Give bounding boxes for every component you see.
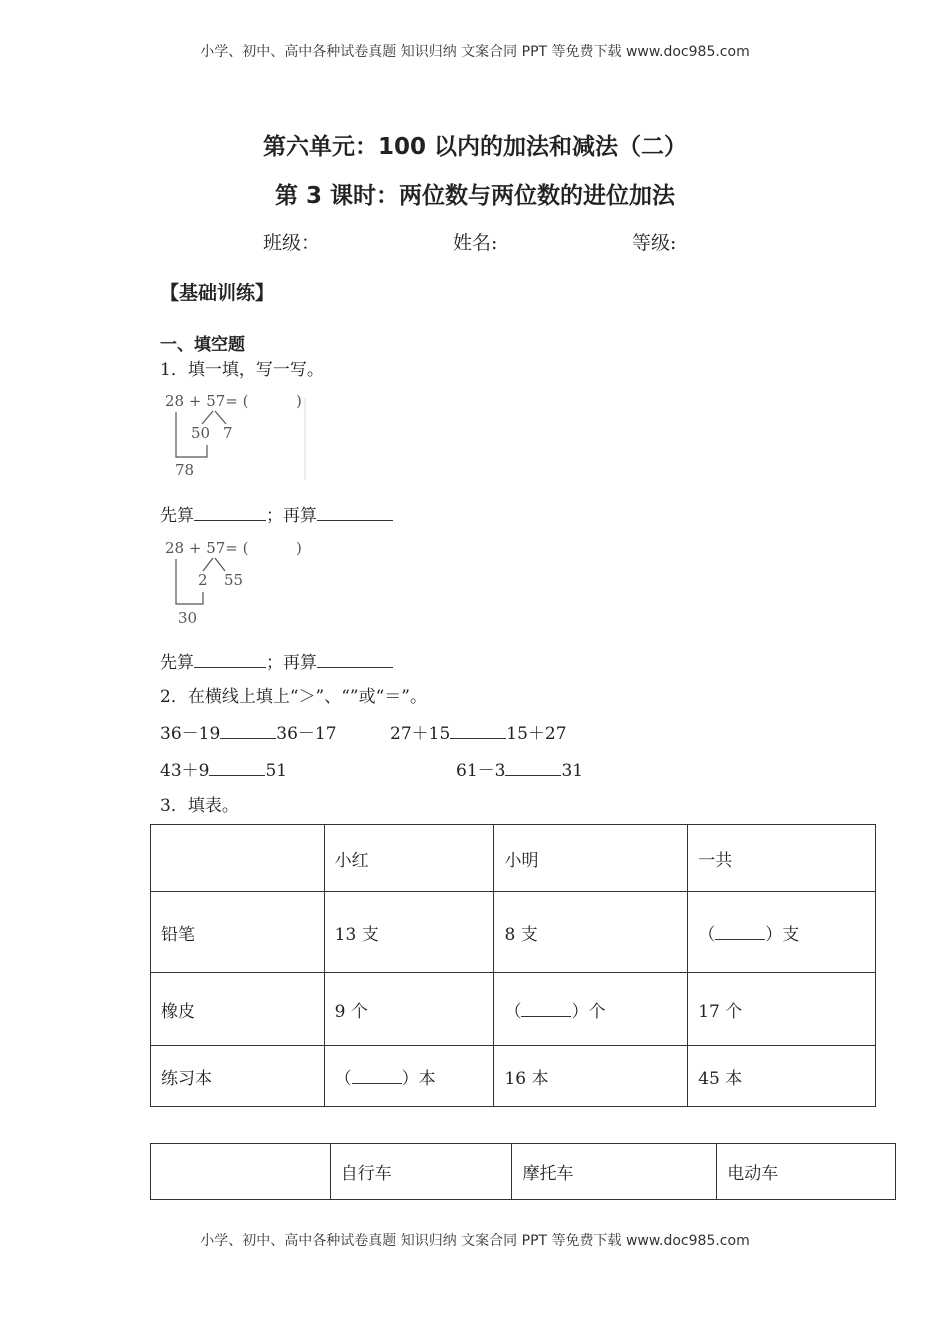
answer-blank[interactable] [715,923,765,940]
table-cell: 17 个 [688,973,876,1046]
fill-line-2 [160,648,393,673]
then-compute-label: ；再算 [266,506,317,526]
page-header: 小学、初中、高中各种试卷真题 知识归纳 文案合同 PPT 等免费下载 www.doc985.com [200,44,750,60]
question-3-prompt: 3．填表。 [160,796,239,816]
table-cell: 小明 [494,825,688,892]
paren-open: （ [504,1001,522,1022]
compare-item-3 [160,756,287,781]
question-2-prompt: 2．在横线上填上“＞”、“”或“＝”。 [160,687,427,707]
compare-item-4 [456,756,583,781]
class-label: 班级： [263,232,321,254]
left-expression: 36－19 [160,724,221,744]
right-expression: 36－17 [276,724,337,744]
compare-item-1 [160,719,337,744]
table-header-row [151,1144,896,1200]
right-expression: 51 [265,761,288,781]
split-value-a: 2 [198,571,208,589]
fill-table-2 [150,1143,896,1200]
compare-blank[interactable] [450,722,506,739]
right-expression: 31 [561,761,584,781]
partial-sum: 78 [175,461,195,479]
section-heading: 【基础训练】 [160,282,275,304]
table-cell: 自行车 [330,1144,512,1200]
table-cell: 橡皮 [151,973,325,1046]
table-cell: 小红 [324,825,494,892]
diagram-expression: 28 + 57= ( [165,539,249,557]
split-value-b: 55 [224,571,244,589]
question-1-prompt: 1．填一填，写一写。 [160,360,324,380]
table-cell [151,825,325,892]
lesson-subtitle: 第 3 课时：两位数与两位数的进位加法 [274,183,676,209]
table-cell: 9 个 [324,973,494,1046]
split-diagram-1 [163,390,313,485]
page-footer: 小学、初中、高中各种试卷真题 知识归纳 文案合同 PPT 等免费下载 www.doc985.com [200,1233,750,1249]
split-value-b: 7 [223,424,233,442]
answer-blank[interactable] [521,1000,571,1017]
paren-close-unit: ）支 [765,924,800,945]
table-cell: 铅笔 [151,892,325,973]
answer-blank[interactable] [317,651,393,668]
table-cell: 8 支 [494,892,688,973]
paren-close-unit: ）本 [401,1068,436,1089]
table-cell [324,1046,494,1107]
fill-table-1 [150,824,876,1107]
compare-blank[interactable] [505,759,561,776]
table-cell: 练习本 [151,1046,325,1107]
paren-open: （ [334,1068,352,1089]
fill-line-1 [160,501,393,526]
compare-item-2 [390,719,567,744]
compare-blank[interactable] [220,722,276,739]
split-diagram-2 [163,537,313,632]
compare-blank[interactable] [209,759,265,776]
table-cell: 13 支 [324,892,494,973]
paren-open: （ [698,924,716,945]
part-heading: 一、填空题 [160,335,245,355]
diagram-close-paren: ) [296,539,302,557]
then-compute-label: ；再算 [266,653,317,673]
diagram-expression: 28 + 57= ( [165,392,249,410]
answer-blank[interactable] [194,504,266,521]
name-label: 姓名: [453,232,498,254]
grade-label: 等级: [632,232,677,254]
page-title: 第六单元：100 以内的加法和减法（二） [262,134,688,160]
table-cell [494,973,688,1046]
table-cell: 电动车 [717,1144,896,1200]
left-expression: 27＋15 [390,724,451,744]
first-compute-label: 先算 [160,506,194,526]
split-value-a: 50 [191,424,211,442]
table-row [151,973,876,1046]
table-cell [151,1144,331,1200]
table-cell: 摩托车 [512,1144,717,1200]
right-expression: 15＋27 [506,724,567,744]
table-cell: 16 本 [494,1046,688,1107]
table-row [151,892,876,973]
table-row [151,1046,876,1107]
table-cell [688,892,876,973]
first-compute-label: 先算 [160,653,194,673]
table-header-row [151,825,876,892]
answer-blank[interactable] [194,651,266,668]
answer-blank[interactable] [317,504,393,521]
diagram-close-paren: ) [296,392,302,410]
table-cell: 45 本 [688,1046,876,1107]
left-expression: 43＋9 [160,761,210,781]
partial-sum: 30 [178,609,198,627]
table-cell: 一共 [688,825,876,892]
left-expression: 61－3 [456,761,506,781]
answer-blank[interactable] [352,1067,402,1084]
paren-close-unit: ）个 [571,1001,606,1022]
